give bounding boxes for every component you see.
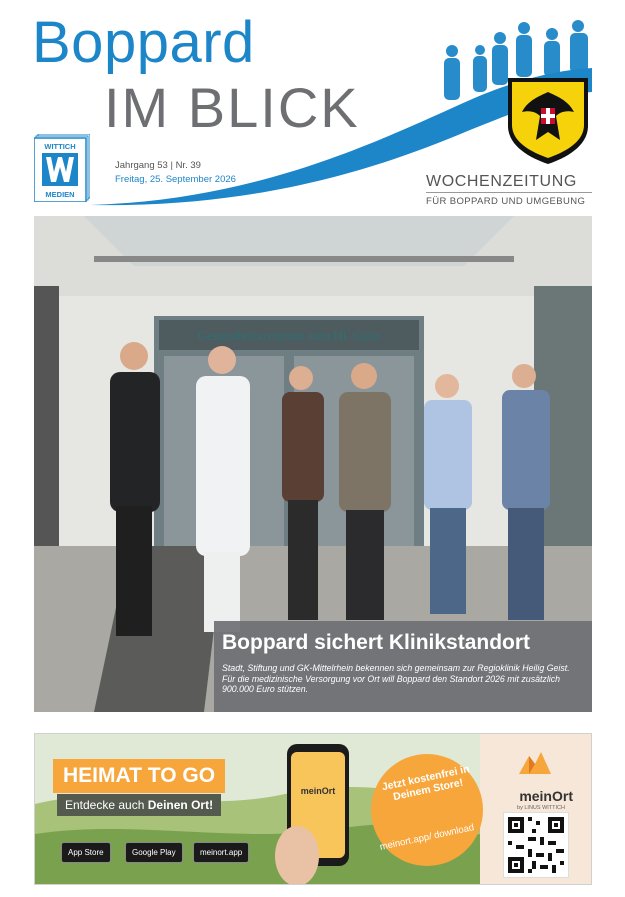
svg-text:WITTICH: WITTICH (44, 142, 76, 151)
cover-summary: Stadt, Stiftung und GK-Mittelrhein bekennen sich gemeinsam zur Regioklinik Heilig Geist. Für die medizinische Versorgung vor Ort will Boppard den Standort 2026 mit zusätzlich 900.000 Euro stützen. (222, 663, 570, 694)
masthead-title-line2: IM BLICK (104, 76, 360, 139)
ad-subtitle-prefix: Entdecke auch (65, 798, 148, 812)
google-play-badge[interactable]: Google Play (125, 842, 183, 863)
ad-promo-bubble (371, 754, 483, 866)
meinort-ad-banner[interactable] (34, 733, 592, 885)
ad-subtitle-bold: Deinen Ort! (147, 798, 214, 812)
app-store-badge[interactable]: App Store (61, 842, 111, 863)
divider (426, 192, 592, 193)
svg-text:meinOrt: meinOrt (300, 786, 336, 796)
bubble-text: Jetzt kostenfrei in Deinem Store! (380, 762, 471, 804)
wittich-medien-logo-icon (34, 134, 90, 202)
hand-icon (275, 826, 319, 884)
issue-number: Jahrgang 53 | Nr. 39 (115, 160, 201, 171)
masthead-title-line1: Boppard (32, 10, 255, 75)
cover-headline[interactable]: Boppard sichert Klinikstandort (222, 631, 531, 654)
ad-brand-name: meinOrt (519, 788, 573, 804)
ad-subtitle (57, 794, 221, 816)
ad-brand-sub: by LINUS WITTICH (517, 805, 565, 811)
coat-of-arms-icon (508, 78, 588, 164)
qr-code-icon[interactable] (503, 812, 569, 878)
paper-region: FÜR BOPPARD UND UMGEBUNG (426, 196, 586, 207)
svg-text:MEDIEN: MEDIEN (45, 190, 75, 199)
meinort-logo-icon (517, 746, 553, 776)
paper-type: WOCHENZEITUNG (426, 173, 577, 190)
issue-date: Freitag, 25. September 2026 (115, 174, 236, 185)
bubble-url[interactable]: meinort.app/ download (378, 822, 476, 853)
ad-title: HEIMAT TO GO (53, 759, 225, 793)
cover-caption (214, 621, 592, 712)
building-sign: Gesundheitszentrum zum Hl. Geist (197, 328, 381, 343)
webapp-badge[interactable]: meinort.app (193, 842, 249, 863)
